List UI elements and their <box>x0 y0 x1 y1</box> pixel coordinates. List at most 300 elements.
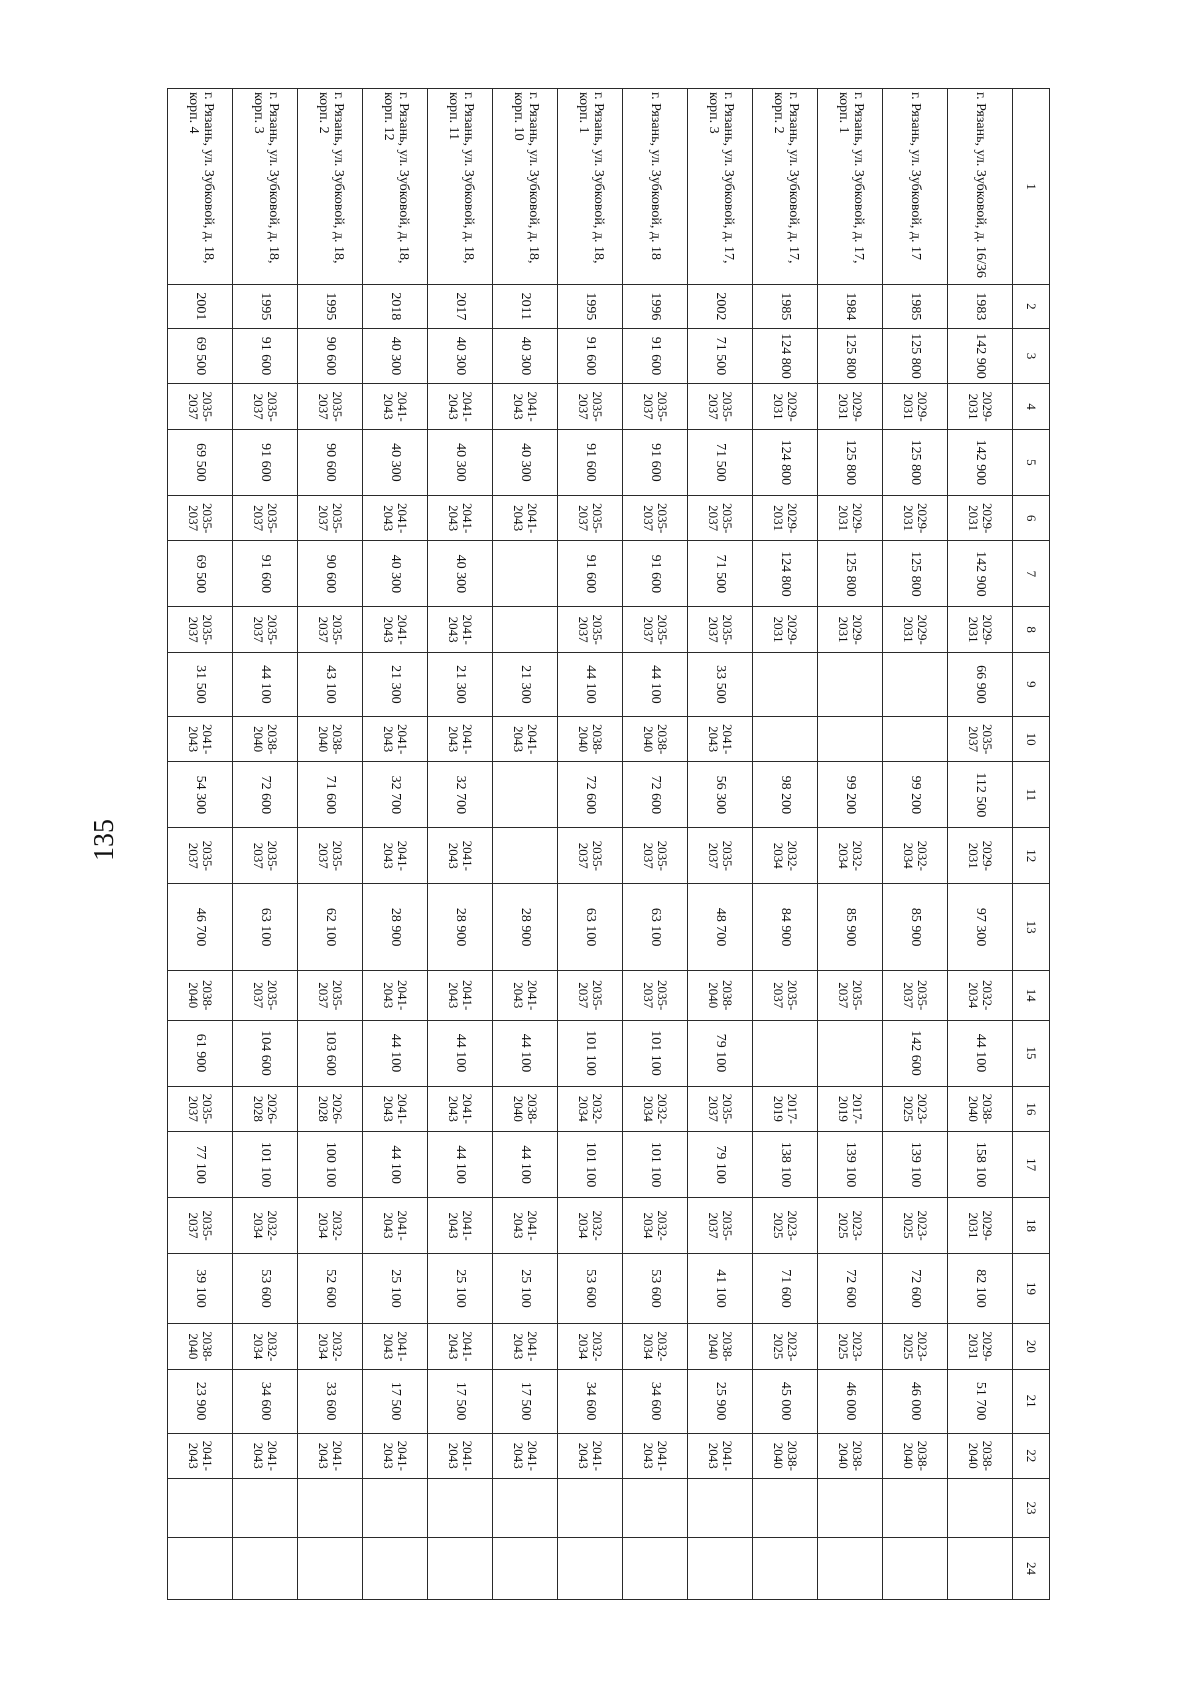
table-cell-col-23 <box>688 1479 753 1538</box>
table-cell-col-10: 2038-2040 <box>298 716 363 761</box>
table-cell-col-23 <box>493 1479 558 1538</box>
column-number-18: 18 <box>1013 1198 1050 1254</box>
address-cell: г. Рязань, ул. Зубковой, д. 18, корп. 10 <box>493 89 558 285</box>
table-cell-col-8: 2035-2037 <box>623 607 688 652</box>
column-number-row <box>1013 89 1050 1600</box>
table-cell-col-6: 2041-2043 <box>363 495 428 540</box>
table-cell-col-7: 90 600 <box>298 541 363 607</box>
table-cell-col-16: 2041-2043 <box>428 1086 493 1131</box>
table-cell-col-7: 142 900 <box>948 541 1013 607</box>
table-cell-col-13: 84 900 <box>753 884 818 971</box>
column-number-23: 23 <box>1013 1479 1050 1538</box>
table-cell-col-20: 2032-2034 <box>558 1324 623 1369</box>
table-cell-col-17: 44 100 <box>363 1132 428 1198</box>
table-cell-col-21: 34 600 <box>558 1369 623 1433</box>
table-cell-col-9: 44 100 <box>623 652 688 716</box>
column-number-4: 4 <box>1013 384 1050 429</box>
table-row <box>298 89 363 1600</box>
table-cell-col-21: 17 500 <box>493 1369 558 1433</box>
table-cell-col-20: 2038-2040 <box>688 1324 753 1369</box>
table-cell-col-24 <box>363 1537 428 1599</box>
table-cell-col-4: 2035-2037 <box>233 384 298 429</box>
table-cell-col-17: 101 100 <box>558 1132 623 1198</box>
table-cell-col-10 <box>753 716 818 761</box>
address-cell: г. Рязань, ул. Зубковой, д. 18, корп. 3 <box>233 89 298 285</box>
table-cell-col-3: 71 500 <box>688 328 753 384</box>
table-cell-col-20: 2041-2043 <box>363 1324 428 1369</box>
table-cell-col-23 <box>428 1479 493 1538</box>
construction-year-cell: 2011 <box>493 285 558 328</box>
table-cell-col-3: 69 500 <box>168 328 233 384</box>
table-cell-col-14: 2041-2043 <box>428 970 493 1020</box>
table-cell-col-13: 85 900 <box>883 884 948 971</box>
table-cell-col-20: 2023-2025 <box>883 1324 948 1369</box>
table-cell-col-21: 45 000 <box>753 1369 818 1433</box>
table-cell-col-6: 2029-2031 <box>948 495 1013 540</box>
table-cell-col-15: 79 100 <box>688 1020 753 1086</box>
address-cell: г. Рязань, ул. Зубковой, д. 16/36 <box>948 89 1013 285</box>
table-cell-col-14: 2035-2037 <box>623 970 688 1020</box>
table-cell-col-16: 2041-2043 <box>363 1086 428 1131</box>
capital-repair-schedule-table <box>167 88 1050 1600</box>
construction-year-cell: 1995 <box>558 285 623 328</box>
table-cell-col-19: 71 600 <box>753 1253 818 1323</box>
table-cell-col-24 <box>818 1537 883 1599</box>
table-cell-col-8: 2035-2037 <box>688 607 753 652</box>
table-row <box>493 89 558 1600</box>
table-cell-col-21: 46 000 <box>883 1369 948 1433</box>
table-cell-col-9: 21 300 <box>493 652 558 716</box>
table-cell-col-3: 142 900 <box>948 328 1013 384</box>
table-cell-col-4: 2041-2043 <box>493 384 558 429</box>
table-cell-col-22: 2041-2043 <box>363 1433 428 1478</box>
column-number-14: 14 <box>1013 970 1050 1020</box>
table-cell-col-13: 46 700 <box>168 884 233 971</box>
table-cell-col-5: 125 800 <box>818 429 883 495</box>
table-cell-col-15: 61 900 <box>168 1020 233 1086</box>
column-number-22: 22 <box>1013 1433 1050 1478</box>
table-row <box>428 89 493 1600</box>
table-cell-col-15: 44 100 <box>948 1020 1013 1086</box>
table-cell-col-19: 53 600 <box>558 1253 623 1323</box>
table-cell-col-14: 2035-2037 <box>233 970 298 1020</box>
table-row <box>948 89 1013 1600</box>
table-cell-col-18: 2041-2043 <box>428 1198 493 1254</box>
table-cell-col-5: 142 900 <box>948 429 1013 495</box>
column-number-11: 11 <box>1013 762 1050 828</box>
table-cell-col-11: 112 500 <box>948 762 1013 828</box>
table-cell-col-16: 2038-2040 <box>493 1086 558 1131</box>
table-cell-col-17: 101 100 <box>233 1132 298 1198</box>
table-cell-col-12: 2035-2037 <box>558 828 623 884</box>
table-cell-col-21: 17 500 <box>428 1369 493 1433</box>
table-cell-col-8: 2041-2043 <box>363 607 428 652</box>
table-cell-col-20: 2038-2040 <box>168 1324 233 1369</box>
table-cell-col-20: 2041-2043 <box>493 1324 558 1369</box>
table-cell-col-14: 2035-2037 <box>818 970 883 1020</box>
address-cell: г. Рязань, ул. Зубковой, д. 17, корп. 2 <box>753 89 818 285</box>
table-cell-col-16: 2017-2019 <box>818 1086 883 1131</box>
table-cell-col-24 <box>753 1537 818 1599</box>
construction-year-cell: 2018 <box>363 285 428 328</box>
table-cell-col-23 <box>623 1479 688 1538</box>
table-cell-col-21: 34 600 <box>623 1369 688 1433</box>
table-cell-col-24 <box>623 1537 688 1599</box>
table-cell-col-4: 2029-2031 <box>948 384 1013 429</box>
table-cell-col-15 <box>818 1020 883 1086</box>
table-cell-col-13: 97 300 <box>948 884 1013 971</box>
table-cell-col-9: 44 100 <box>233 652 298 716</box>
table-cell-col-9: 31 500 <box>168 652 233 716</box>
table-cell-col-12 <box>493 828 558 884</box>
table-cell-col-7: 40 300 <box>363 541 428 607</box>
table-cell-col-17: 44 100 <box>428 1132 493 1198</box>
table-cell-col-12: 2041-2043 <box>428 828 493 884</box>
construction-year-cell: 1996 <box>623 285 688 328</box>
table-cell-col-11: 99 200 <box>818 762 883 828</box>
table-cell-col-17: 138 100 <box>753 1132 818 1198</box>
table-cell-col-22: 2041-2043 <box>558 1433 623 1478</box>
table-cell-col-15: 104 600 <box>233 1020 298 1086</box>
table-cell-col-24 <box>298 1537 363 1599</box>
table-cell-col-24 <box>428 1537 493 1599</box>
table-cell-col-13: 28 900 <box>363 884 428 971</box>
rotated-table-container <box>167 88 1050 1600</box>
table-cell-col-7: 125 800 <box>818 541 883 607</box>
address-cell: г. Рязань, ул. Зубковой, д. 18, корп. 1 <box>558 89 623 285</box>
column-number-19: 19 <box>1013 1253 1050 1323</box>
column-number-6: 6 <box>1013 495 1050 540</box>
table-row <box>688 89 753 1600</box>
table-cell-col-15: 101 100 <box>623 1020 688 1086</box>
table-cell-col-19: 41 100 <box>688 1253 753 1323</box>
table-cell-col-7: 91 600 <box>558 541 623 607</box>
address-cell: г. Рязань, ул. Зубковой, д. 18 <box>623 89 688 285</box>
table-cell-col-15: 44 100 <box>493 1020 558 1086</box>
table-cell-col-24 <box>558 1537 623 1599</box>
table-cell-col-17: 77 100 <box>168 1132 233 1198</box>
table-cell-col-14: 2038-2040 <box>168 970 233 1020</box>
table-cell-col-12: 2032-2034 <box>753 828 818 884</box>
column-number-12: 12 <box>1013 828 1050 884</box>
table-cell-col-11: 71 600 <box>298 762 363 828</box>
table-cell-col-10: 2035-2037 <box>948 716 1013 761</box>
table-cell-col-23 <box>298 1479 363 1538</box>
column-number-17: 17 <box>1013 1132 1050 1198</box>
construction-year-cell: 1995 <box>298 285 363 328</box>
table-cell-col-5: 40 300 <box>428 429 493 495</box>
table-cell-col-9 <box>883 652 948 716</box>
table-cell-col-3: 91 600 <box>623 328 688 384</box>
table-cell-col-9: 43 100 <box>298 652 363 716</box>
table-cell-col-13: 63 100 <box>233 884 298 971</box>
column-number-2: 2 <box>1013 285 1050 328</box>
table-cell-col-7: 91 600 <box>623 541 688 607</box>
table-cell-col-8: 2029-2031 <box>753 607 818 652</box>
table-cell-col-22: 2041-2043 <box>298 1433 363 1478</box>
column-number-21: 21 <box>1013 1369 1050 1433</box>
table-cell-col-4: 2029-2031 <box>818 384 883 429</box>
table-cell-col-8: 2041-2043 <box>428 607 493 652</box>
table-cell-col-4: 2029-2031 <box>753 384 818 429</box>
table-cell-col-18: 2032-2034 <box>623 1198 688 1254</box>
table-cell-col-14: 2041-2043 <box>493 970 558 1020</box>
table-cell-col-23 <box>818 1479 883 1538</box>
table-cell-col-7: 71 500 <box>688 541 753 607</box>
table-cell-col-7 <box>493 541 558 607</box>
table-cell-col-17: 139 100 <box>883 1132 948 1198</box>
table-cell-col-23 <box>168 1479 233 1538</box>
column-number-24: 24 <box>1013 1537 1050 1599</box>
table-cell-col-16: 2038-2040 <box>948 1086 1013 1131</box>
table-cell-col-21: 33 600 <box>298 1369 363 1433</box>
table-cell-col-12: 2032-2034 <box>883 828 948 884</box>
table-cell-col-14: 2041-2043 <box>363 970 428 1020</box>
table-cell-col-22: 2038-2040 <box>818 1433 883 1478</box>
table-cell-col-9: 21 300 <box>428 652 493 716</box>
table-cell-col-11: 99 200 <box>883 762 948 828</box>
table-cell-col-15: 44 100 <box>363 1020 428 1086</box>
table-cell-col-18: 2023-2025 <box>883 1198 948 1254</box>
table-cell-col-15: 103 600 <box>298 1020 363 1086</box>
table-cell-col-5: 40 300 <box>363 429 428 495</box>
table-cell-col-11: 72 600 <box>233 762 298 828</box>
table-cell-col-11 <box>493 762 558 828</box>
table-cell-col-24 <box>688 1537 753 1599</box>
column-number-8: 8 <box>1013 607 1050 652</box>
table-cell-col-18: 2023-2025 <box>818 1198 883 1254</box>
table-cell-col-12: 2032-2034 <box>818 828 883 884</box>
table-cell-col-6: 2035-2037 <box>688 495 753 540</box>
table-row <box>363 89 428 1600</box>
table-cell-col-10: 2041-2043 <box>168 716 233 761</box>
table-cell-col-6: 2029-2031 <box>883 495 948 540</box>
table-cell-col-20: 2023-2025 <box>753 1324 818 1369</box>
table-cell-col-17: 100 100 <box>298 1132 363 1198</box>
table-cell-col-11: 72 600 <box>623 762 688 828</box>
table-cell-col-14: 2038-2040 <box>688 970 753 1020</box>
address-cell: г. Рязань, ул. Зубковой, д. 18, корп. 2 <box>298 89 363 285</box>
construction-year-cell: 1995 <box>233 285 298 328</box>
table-cell-col-6: 2035-2037 <box>623 495 688 540</box>
table-cell-col-9: 21 300 <box>363 652 428 716</box>
table-cell-col-23 <box>753 1479 818 1538</box>
table-row <box>753 89 818 1600</box>
table-cell-col-14: 2035-2037 <box>883 970 948 1020</box>
table-cell-col-19: 25 100 <box>363 1253 428 1323</box>
table-cell-col-7: 69 500 <box>168 541 233 607</box>
address-cell: г. Рязань, ул. Зубковой, д. 18, корп. 11 <box>428 89 493 285</box>
table-cell-col-4: 2035-2037 <box>623 384 688 429</box>
table-cell-col-13: 28 900 <box>428 884 493 971</box>
table-cell-col-11: 72 600 <box>558 762 623 828</box>
table-cell-col-18: 2029-2031 <box>948 1198 1013 1254</box>
table-cell-col-17: 158 100 <box>948 1132 1013 1198</box>
table-cell-col-13: 48 700 <box>688 884 753 971</box>
column-number-5: 5 <box>1013 429 1050 495</box>
table-cell-col-10: 2038-2040 <box>623 716 688 761</box>
table-cell-col-14: 2032-2034 <box>948 970 1013 1020</box>
address-cell: г. Рязань, ул. Зубковой, д. 18, корп. 4 <box>168 89 233 285</box>
page-number-text: 135 <box>89 819 120 861</box>
column-number-1: 1 <box>1013 89 1050 285</box>
table-cell-col-18: 2041-2043 <box>363 1198 428 1254</box>
table-cell-col-11: 54 300 <box>168 762 233 828</box>
table-cell-col-5: 91 600 <box>558 429 623 495</box>
table-cell-col-7: 91 600 <box>233 541 298 607</box>
table-cell-col-9: 66 900 <box>948 652 1013 716</box>
table-cell-col-20: 2041-2043 <box>428 1324 493 1369</box>
table-body <box>168 89 1050 1600</box>
table-cell-col-4: 2035-2037 <box>558 384 623 429</box>
table-cell-col-9: 33 500 <box>688 652 753 716</box>
table-cell-col-11: 32 700 <box>363 762 428 828</box>
table-cell-col-4: 2041-2043 <box>428 384 493 429</box>
table-cell-col-13: 62 100 <box>298 884 363 971</box>
table-cell-col-19: 72 600 <box>883 1253 948 1323</box>
table-cell-col-23 <box>233 1479 298 1538</box>
table-cell-col-10 <box>883 716 948 761</box>
table-cell-col-22: 2041-2043 <box>428 1433 493 1478</box>
table-cell-col-10 <box>818 716 883 761</box>
column-number-13: 13 <box>1013 884 1050 971</box>
table-cell-col-8: 2029-2031 <box>818 607 883 652</box>
table-cell-col-3: 90 600 <box>298 328 363 384</box>
table-cell-col-6: 2035-2037 <box>298 495 363 540</box>
table-cell-col-5: 124 800 <box>753 429 818 495</box>
table-cell-col-9 <box>818 652 883 716</box>
table-cell-col-22: 2041-2043 <box>493 1433 558 1478</box>
table-cell-col-8: 2035-2037 <box>558 607 623 652</box>
table-cell-col-8: 2035-2037 <box>168 607 233 652</box>
table-cell-col-13: 63 100 <box>623 884 688 971</box>
table-cell-col-6: 2035-2037 <box>233 495 298 540</box>
table-cell-col-18: 2041-2043 <box>493 1198 558 1254</box>
column-number-16: 16 <box>1013 1086 1050 1131</box>
table-cell-col-21: 46 000 <box>818 1369 883 1433</box>
table-cell-col-5: 125 800 <box>883 429 948 495</box>
table-cell-col-16: 2026-2028 <box>233 1086 298 1131</box>
table-cell-col-8: 2029-2031 <box>948 607 1013 652</box>
table-cell-col-23 <box>883 1479 948 1538</box>
table-cell-col-5: 91 600 <box>233 429 298 495</box>
table-cell-col-21: 25 900 <box>688 1369 753 1433</box>
table-cell-col-19: 52 600 <box>298 1253 363 1323</box>
table-cell-col-12: 2035-2037 <box>623 828 688 884</box>
table-cell-col-4: 2041-2043 <box>363 384 428 429</box>
construction-year-cell: 2001 <box>168 285 233 328</box>
table-cell-col-8 <box>493 607 558 652</box>
table-cell-col-24 <box>883 1537 948 1599</box>
table-row <box>558 89 623 1600</box>
table-cell-col-11: 56 300 <box>688 762 753 828</box>
table-cell-col-22: 2038-2040 <box>753 1433 818 1478</box>
table-cell-col-13: 63 100 <box>558 884 623 971</box>
table-cell-col-18: 2032-2034 <box>558 1198 623 1254</box>
table-cell-col-11: 98 200 <box>753 762 818 828</box>
table-cell-col-22: 2041-2043 <box>168 1433 233 1478</box>
table-cell-col-9: 44 100 <box>558 652 623 716</box>
construction-year-cell: 2002 <box>688 285 753 328</box>
table-cell-col-10: 2041-2043 <box>493 716 558 761</box>
table-cell-col-20: 2032-2034 <box>623 1324 688 1369</box>
table-cell-col-14: 2035-2037 <box>558 970 623 1020</box>
table-cell-col-16: 2032-2034 <box>623 1086 688 1131</box>
table-cell-col-14: 2035-2037 <box>298 970 363 1020</box>
table-cell-col-20: 2023-2025 <box>818 1324 883 1369</box>
table-cell-col-7: 40 300 <box>428 541 493 607</box>
table-cell-col-19: 53 600 <box>233 1253 298 1323</box>
table-cell-col-7: 125 800 <box>883 541 948 607</box>
table-cell-col-21: 51 700 <box>948 1369 1013 1433</box>
table-cell-col-4: 2029-2031 <box>883 384 948 429</box>
table-row <box>623 89 688 1600</box>
table-cell-col-24 <box>493 1537 558 1599</box>
table-cell-col-6: 2029-2031 <box>818 495 883 540</box>
table-cell-col-5: 91 600 <box>623 429 688 495</box>
table-cell-col-17: 44 100 <box>493 1132 558 1198</box>
table-cell-col-19: 53 600 <box>623 1253 688 1323</box>
table-cell-col-19: 25 100 <box>493 1253 558 1323</box>
table-cell-col-22: 2041-2043 <box>623 1433 688 1478</box>
address-cell: г. Рязань, ул. Зубковой, д. 17, корп. 3 <box>688 89 753 285</box>
table-cell-col-21: 17 500 <box>363 1369 428 1433</box>
table-cell-col-22: 2038-2040 <box>948 1433 1013 1478</box>
address-cell: г. Рязань, ул. Зубковой, д. 18, корп. 12 <box>363 89 428 285</box>
table-cell-col-3: 124 800 <box>753 328 818 384</box>
table-cell-col-12: 2041-2043 <box>363 828 428 884</box>
table-cell-col-17: 101 100 <box>623 1132 688 1198</box>
table-cell-col-16: 2026-2028 <box>298 1086 363 1131</box>
table-cell-col-5: 71 500 <box>688 429 753 495</box>
table-cell-col-21: 34 600 <box>233 1369 298 1433</box>
table-cell-col-20: 2032-2034 <box>233 1324 298 1369</box>
table-cell-col-16: 2035-2037 <box>688 1086 753 1131</box>
table-cell-col-17: 139 100 <box>818 1132 883 1198</box>
construction-year-cell: 1985 <box>883 285 948 328</box>
table-cell-col-12: 2029-2031 <box>948 828 1013 884</box>
table-cell-col-12: 2035-2037 <box>298 828 363 884</box>
table-cell-col-18: 2032-2034 <box>233 1198 298 1254</box>
column-number-15: 15 <box>1013 1020 1050 1086</box>
table-cell-col-13: 28 900 <box>493 884 558 971</box>
column-number-3: 3 <box>1013 328 1050 384</box>
table-cell-col-20: 2029-2031 <box>948 1324 1013 1369</box>
address-cell: г. Рязань, ул. Зубковой, д. 17 <box>883 89 948 285</box>
table-cell-col-19: 82 100 <box>948 1253 1013 1323</box>
table-cell-col-6: 2041-2043 <box>493 495 558 540</box>
table-cell-col-3: 125 800 <box>883 328 948 384</box>
table-cell-col-15: 101 100 <box>558 1020 623 1086</box>
table-cell-col-8: 2035-2037 <box>298 607 363 652</box>
table-cell-col-21: 23 900 <box>168 1369 233 1433</box>
address-cell: г. Рязань, ул. Зубковой, д. 17, корп. 1 <box>818 89 883 285</box>
table-cell-col-6: 2041-2043 <box>428 495 493 540</box>
table-cell-col-17: 79 100 <box>688 1132 753 1198</box>
table-cell-col-16: 2032-2034 <box>558 1086 623 1131</box>
table-cell-col-13: 85 900 <box>818 884 883 971</box>
table-cell-col-19: 39 100 <box>168 1253 233 1323</box>
table-cell-col-8: 2029-2031 <box>883 607 948 652</box>
construction-year-cell: 1985 <box>753 285 818 328</box>
construction-year-cell: 1984 <box>818 285 883 328</box>
column-number-7: 7 <box>1013 541 1050 607</box>
table-cell-col-3: 40 300 <box>428 328 493 384</box>
table-cell-col-16: 2023-2025 <box>883 1086 948 1131</box>
table-cell-col-5: 69 500 <box>168 429 233 495</box>
table-cell-col-11: 32 700 <box>428 762 493 828</box>
table-cell-col-10: 2041-2043 <box>363 716 428 761</box>
